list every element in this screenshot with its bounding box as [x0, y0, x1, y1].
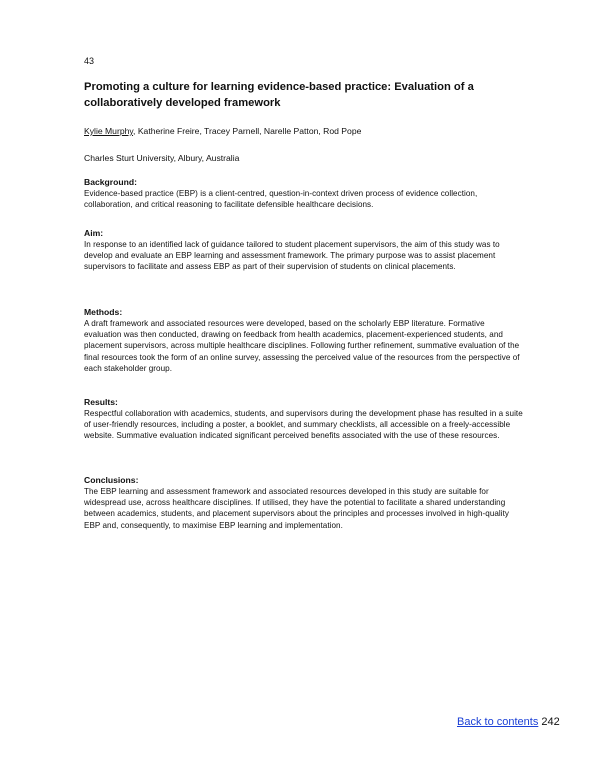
- section-body: In response to an identified lack of guidance tailored to student placement supervisors, the aim of this study was to develop and evaluate an EBP learning and assessment framework. The primary purpose was to assist placement supervisors to facilitate and assess EBP as part of their supervision of students on clinical placements.: [84, 240, 500, 272]
- section-body: The EBP learning and assessment framework and associated resources developed in this study are suitable for widespread use, across healthcare disciplines. If utilised, they have the potential to facilitate a shared understanding between academics, students, and placement supervisors about the principles and processes involved in high-quality EBP and, consequently, to maximise EBP learning and implementation.: [84, 487, 510, 530]
- section-body: A draft framework and associated resources were developed, based on the scholarly EBP literature. Formative evaluation was then conducted, drawing on feedback from health academics, placement-experienced students, and placement supervisors, across multiple healthcare disciplines. Following further refinement, summative evaluation of the final resources took the form of an online survey, assessing the perceived value of the resources from the perspective of each stakeholder group.: [84, 319, 520, 373]
- page-footer: [457, 715, 560, 729]
- section-aim: [84, 227, 524, 273]
- affiliation: Charles Sturt University, Albury, Australia: [84, 153, 240, 163]
- section-body: Evidence-based practice (EBP) is a client-centred, question-in-context driven process of evidence collection, collaboration, and critical reasoning to facilitate defensible healthcare decisions.: [84, 189, 478, 210]
- section-background: [84, 176, 524, 210]
- back-to-contents-link[interactable]: Back to contents: [457, 716, 539, 728]
- section-heading: Methods:: [84, 307, 123, 317]
- section-conclusions: [84, 474, 524, 531]
- section-heading: Aim:: [84, 228, 104, 238]
- section-heading: Results:: [84, 397, 118, 407]
- abstract-title: Promoting a culture for learning evidence-based practice: Evaluation of a collaboratively developed framework: [84, 81, 474, 109]
- author-list: [84, 125, 361, 137]
- section-heading: Background:: [84, 177, 137, 187]
- section-methods: [84, 306, 524, 374]
- section-body: Respectful collaboration with academics, students, and supervisors during the development phase has resulted in a suite of user-friendly resources, including a poster, a booklet, and summary checklists, all accessible on a freely-accessible website. Summative evaluation indicated significant perceived benefits associated with the use of these resources.: [84, 409, 523, 441]
- co-authors: , Katherine Freire, Tracey Parnell, Narelle Patton, Rod Pope: [133, 126, 362, 136]
- page-number: 242: [541, 716, 560, 728]
- abstract-number: 43: [84, 56, 95, 66]
- section-results: [84, 396, 524, 442]
- presenting-author: Kylie Murphy: [84, 126, 134, 136]
- section-heading: Conclusions:: [84, 475, 139, 485]
